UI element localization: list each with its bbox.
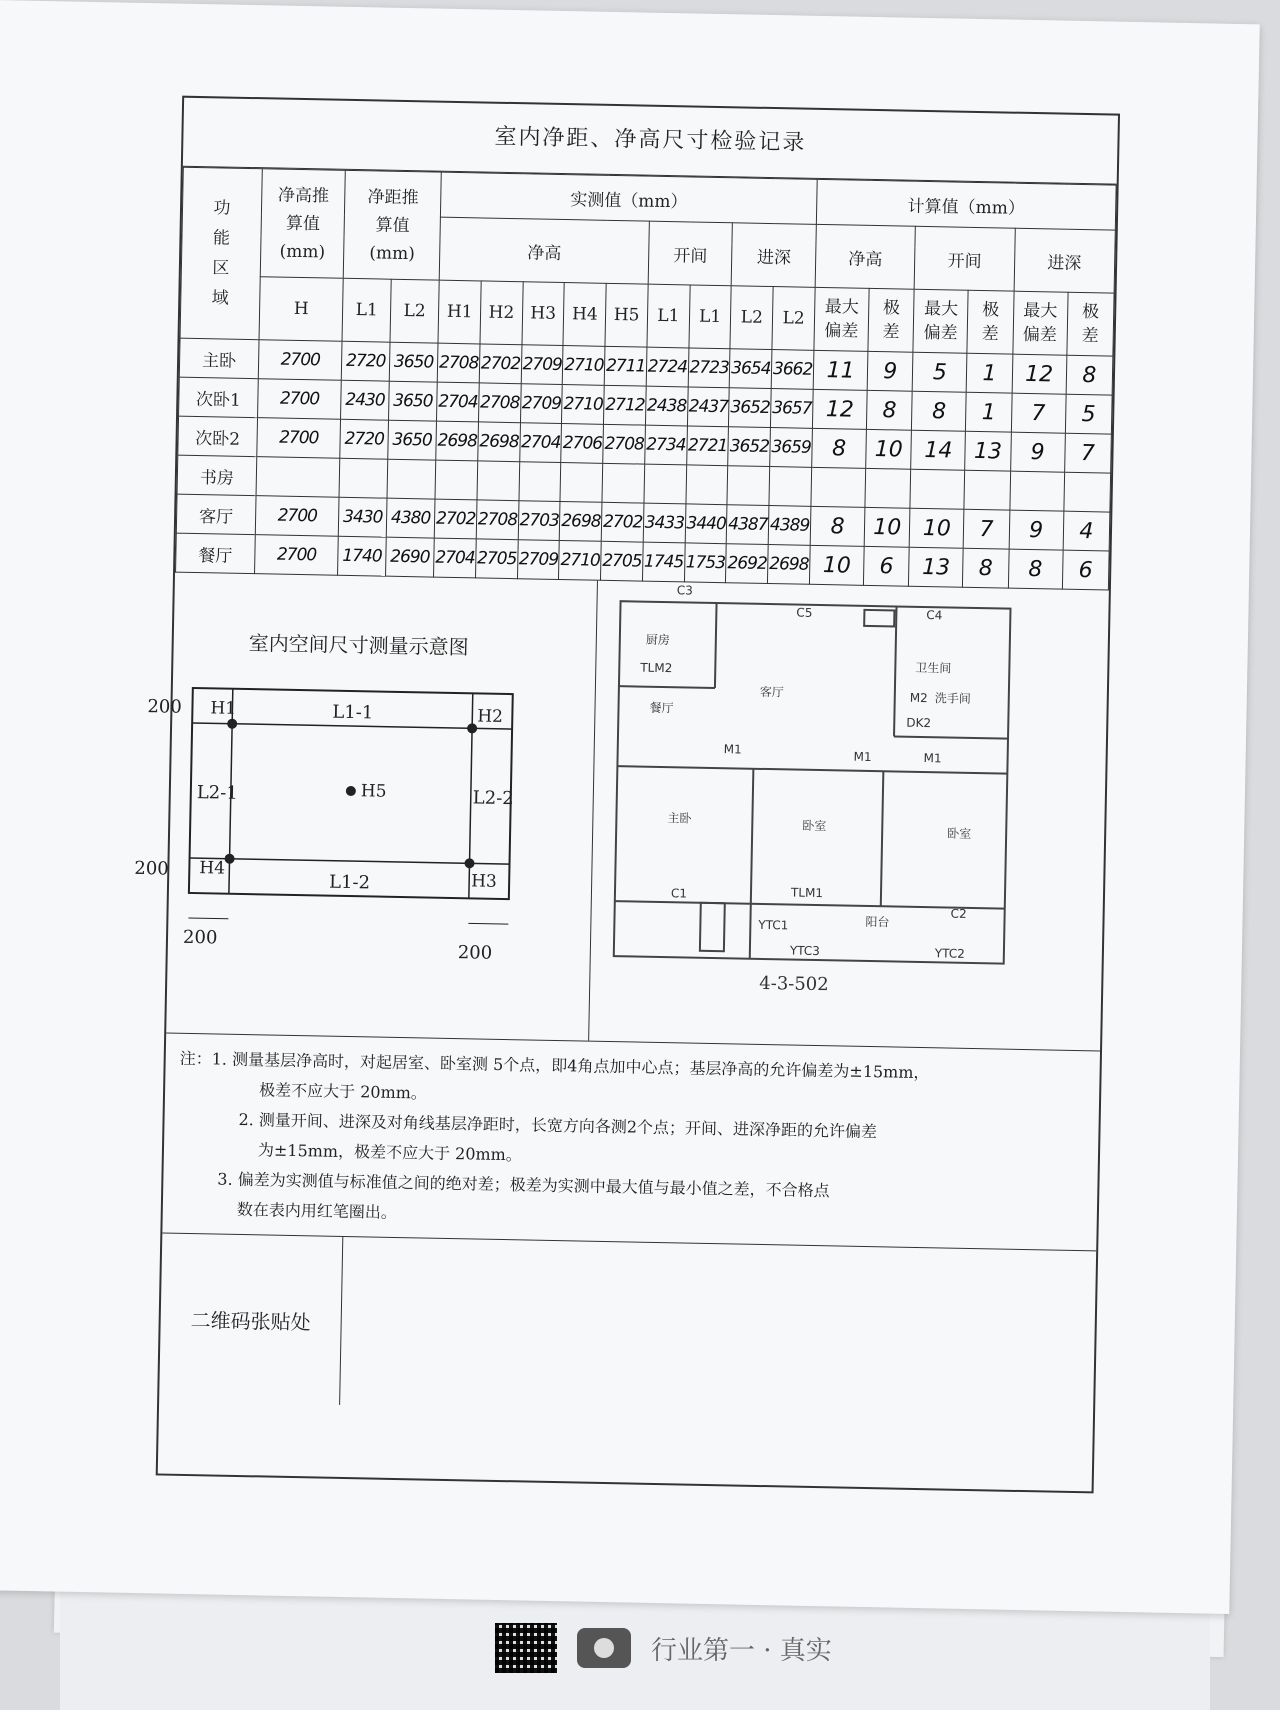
table-cell [339, 458, 387, 498]
table-cell: 9 [1009, 510, 1064, 550]
fp-c3: C3 [676, 583, 693, 598]
h4-label: H4 [199, 858, 226, 879]
table-cell: 2720 [340, 419, 388, 459]
table-cell: 3433 [643, 503, 685, 543]
table-cell [602, 463, 644, 503]
inspection-form [134, 96, 1120, 1494]
measurement-schematic [134, 573, 598, 1041]
fp-ytc3: YTC3 [789, 943, 821, 959]
table-cell: 2704 [519, 423, 561, 463]
table-cell: 10 [864, 507, 910, 547]
max-dev-header: 最大 偏差 [913, 289, 968, 353]
table-cell: 3652 [729, 388, 771, 428]
note-3a: 3. 偏差为实测值与标准值之间的绝对差；极差为实测中最大值与最小值之差，不合格点 [217, 1169, 830, 1201]
table-cell: 1740 [338, 536, 386, 576]
table-cell [1064, 472, 1111, 512]
fp-wash: 洗手间 [934, 691, 971, 706]
max-dev-header: 最大 偏差 [814, 287, 869, 351]
table-cell: 13 [965, 431, 1011, 471]
fp-tlm1: TLM1 [790, 885, 824, 901]
table-cell: 3440 [685, 504, 727, 544]
table-cell: 5 [1065, 394, 1112, 434]
watermark-text: 行业第一 · 真实 [651, 1635, 832, 1666]
table-cell: 8 [912, 391, 967, 431]
dist-calc-header: 净距推 算值 (mm) [344, 170, 442, 280]
note-1b: 极差不应大于 20mm。 [258, 1080, 428, 1103]
table-cell: 5 [912, 352, 967, 392]
table-cell: 11 [813, 350, 868, 390]
table-cell: 3662 [771, 350, 814, 390]
table-cell: 2706 [561, 424, 603, 464]
fp-m1a: M1 [723, 742, 742, 757]
fp-c1: C1 [670, 886, 688, 901]
table-cell: 1745 [642, 542, 684, 582]
note-1a: 注：1. 测量基层净高时，对起居室、卧室测 5个点，即4角点加中心点；基层净高的允许偏差为±15mm， [179, 1048, 930, 1083]
table-cell: 2721 [686, 426, 728, 466]
table-cell: 2700 [257, 379, 341, 420]
table-cell: 4380 [386, 498, 435, 538]
table-cell: 2700 [255, 496, 339, 537]
table-cell: 2709 [520, 384, 562, 424]
fp-c5: C5 [796, 605, 813, 620]
table-cell: 8 [812, 428, 867, 468]
bay-header: 开间 [648, 221, 733, 286]
table-cell [811, 467, 866, 507]
table-cell: 2705 [601, 541, 643, 581]
table-cell [1009, 471, 1064, 511]
l22-label: L2-2 [472, 787, 514, 810]
table-cell: 8 [1008, 549, 1063, 589]
table-cell: 12 [812, 389, 867, 429]
table-cell: 7 [964, 509, 1010, 549]
h1-label: H1 [210, 698, 237, 719]
h2-label: H2 [477, 706, 504, 727]
depth-header: 进深 [732, 223, 817, 288]
height-calc-header: 净高推 算值 (mm) [260, 169, 346, 279]
table-cell: 2702 [435, 499, 477, 539]
fp-bed1: 卧室 [802, 818, 827, 834]
table-cell: 8 [963, 548, 1009, 588]
col-code: H2 [480, 281, 523, 345]
table-cell [560, 463, 602, 503]
table-cell: 2690 [385, 537, 434, 577]
l12-label: L1-2 [328, 871, 371, 894]
fp-dk2: DK2 [906, 715, 932, 731]
table-cell: 2711 [604, 346, 646, 386]
note-2a: 2. 测量开间、进深及对角线基层净距时，长宽方向各测2个点；开间、进深净距的允许偏差 [238, 1109, 878, 1142]
table-cell: 2704 [437, 382, 479, 422]
table-cell [644, 464, 686, 504]
table-cell: 2698 [478, 422, 520, 462]
col-code: H [259, 277, 344, 342]
range-header: 极 差 [1067, 292, 1115, 356]
table-cell: 2720 [342, 341, 390, 381]
col-code: H4 [563, 283, 606, 347]
table-cell: 书房 [177, 455, 257, 496]
table-cell: 餐厅 [176, 533, 256, 574]
table-cell [256, 457, 340, 498]
table-cell: 次卧2 [178, 416, 258, 457]
table-cell: 2702 [601, 502, 643, 542]
table-cell: 9 [1010, 432, 1065, 472]
fp-kitchen: 厨房 [645, 632, 670, 648]
table-cell: 2702 [479, 344, 521, 384]
table-cell: 3659 [770, 428, 813, 468]
table-cell: 3650 [388, 381, 437, 421]
col-code: H5 [605, 283, 648, 347]
table-cell: 8 [867, 390, 913, 430]
table-cell: 2724 [646, 347, 688, 387]
table-cell [865, 468, 911, 508]
range-header: 极 差 [868, 288, 914, 352]
calc-bay-header: 开间 [914, 226, 1014, 291]
table-cell: 2708 [438, 343, 480, 383]
table-cell: 2708 [603, 424, 645, 464]
col-code: L1 [342, 278, 391, 342]
table-cell: 6 [864, 546, 910, 586]
calc-net-height-header: 净高 [815, 224, 915, 289]
table-cell: 2438 [645, 386, 687, 426]
table-cell: 2700 [254, 535, 338, 576]
col-code: L2 [772, 287, 815, 351]
dim-top: 200 [147, 696, 183, 718]
table-cell: 2710 [562, 385, 604, 425]
table-cell [435, 460, 477, 500]
table-cell: 6 [1062, 550, 1109, 590]
table-cell [686, 465, 728, 505]
col-code: L2 [730, 286, 773, 350]
fp-m1c: M1 [923, 751, 942, 766]
table-cell: 客厅 [176, 494, 256, 535]
table-cell: 8 [1066, 355, 1113, 395]
table-cell: 2709 [517, 540, 559, 580]
h5-label: H5 [360, 781, 387, 802]
table-cell: 1753 [684, 543, 726, 583]
area-header: 功 能 区 域 [180, 167, 262, 339]
table-cell: 10 [909, 508, 964, 548]
fp-master: 主卧 [667, 811, 692, 826]
table-cell: 1 [967, 353, 1013, 393]
max-dev-header: 最大 偏差 [1012, 291, 1067, 355]
table-cell: 2705 [476, 539, 518, 579]
note-2b: 为±15mm，极差不应大于 20mm。 [257, 1140, 523, 1165]
col-code: L1 [689, 285, 732, 349]
table-cell [387, 459, 436, 499]
table-cell: 3657 [771, 389, 814, 429]
table-cell: 3652 [728, 427, 770, 467]
table-cell: 4 [1063, 511, 1110, 551]
table-cell: 2710 [563, 346, 605, 386]
fp-ytc1: YTC1 [758, 917, 789, 933]
table-cell: 7 [1064, 433, 1111, 473]
table-cell [727, 466, 769, 506]
qr-code-icon [495, 1623, 557, 1673]
dim-bottom-right: 200 [457, 942, 493, 964]
table-cell: 2710 [559, 540, 601, 580]
calc-depth-header: 进深 [1014, 228, 1116, 293]
dim-bottom-left: 200 [182, 926, 218, 949]
table-cell: 8 [810, 506, 865, 546]
table-cell: 3430 [339, 497, 387, 537]
l21-label: L2-1 [196, 782, 238, 804]
table-cell [769, 467, 812, 507]
table-cell: 9 [867, 351, 913, 391]
table-cell [477, 461, 519, 501]
fp-balcony: 阳台 [865, 914, 890, 930]
table-cell: 3654 [730, 349, 772, 389]
table-cell: 14 [911, 430, 966, 470]
table-cell: 3650 [388, 420, 437, 460]
l11-label: L1-1 [332, 701, 374, 724]
table-cell: 2723 [688, 348, 730, 388]
measurement-table [175, 167, 1117, 591]
range-header: 极 差 [967, 290, 1013, 354]
bottom-watermark [495, 1620, 832, 1676]
table-cell: 次卧1 [179, 377, 259, 418]
table-cell: 10 [809, 545, 864, 585]
fp-m2: M2 [909, 690, 928, 706]
table-cell: 1 [966, 392, 1012, 432]
notes-section [162, 1034, 1100, 1252]
table-cell: 4387 [727, 505, 769, 545]
form-title: 室内净距、净高尺寸检验记录 [183, 98, 1118, 185]
table-cell: 2708 [479, 383, 521, 423]
table-cell: 2734 [645, 425, 687, 465]
table-cell: 13 [909, 547, 964, 587]
fp-bath: 卫生间 [915, 660, 952, 676]
table-cell [910, 469, 965, 509]
table-cell: 2700 [257, 418, 341, 459]
schematic-title: 室内空间尺寸测量示意图 [248, 631, 469, 660]
table-cell: 2698 [436, 421, 478, 461]
col-code: L2 [390, 279, 440, 343]
diagram-row [134, 573, 1109, 1052]
table-cell: 2704 [434, 538, 476, 578]
table-cell: 主卧 [179, 338, 259, 379]
table-cell: 2698 [560, 502, 602, 542]
table-cell: 10 [866, 429, 912, 469]
fp-bed2: 卧室 [947, 826, 972, 841]
table-cell: 4389 [768, 506, 811, 546]
table-cell: 2708 [476, 500, 518, 540]
fp-tlm2: TLM2 [640, 660, 673, 676]
table-cell: 2437 [687, 387, 729, 427]
fp-living: 客厅 [759, 684, 785, 700]
col-code: L1 [647, 284, 690, 348]
table-cell: 2703 [518, 501, 560, 541]
fp-c4: C4 [926, 608, 943, 623]
fp-m1b: M1 [853, 749, 872, 765]
table-cell [519, 462, 561, 502]
table-cell: 2698 [768, 545, 811, 585]
note-3b: 数在表内用红笔圈出。 [236, 1199, 397, 1222]
col-code: H3 [522, 282, 565, 346]
table-cell: 2700 [258, 340, 342, 381]
table-cell: 7 [1011, 393, 1066, 433]
fp-c2: C2 [950, 906, 967, 921]
h3-label: H3 [470, 871, 498, 892]
measured-header: 实测值（mm） [441, 172, 818, 224]
table-cell: 2709 [521, 345, 563, 385]
dim-mid: 200 [134, 857, 169, 880]
qr-area [340, 1237, 1096, 1419]
fp-dining: 餐厅 [649, 700, 674, 716]
qr-row [159, 1233, 1096, 1419]
qr-label: 二维码张贴处 [159, 1233, 343, 1404]
table-cell: 2712 [604, 385, 646, 425]
table-cell: 2692 [726, 544, 768, 584]
computed-header: 计算值（mm） [816, 179, 1116, 230]
table-cell: 12 [1012, 354, 1067, 394]
table-cell: 2430 [341, 380, 389, 420]
col-code: H1 [438, 280, 481, 344]
net-height-header: 净高 [439, 217, 649, 284]
floor-plan [588, 581, 1109, 1051]
table-cell: 3650 [389, 342, 438, 382]
fp-unit: 4-3-502 [759, 972, 829, 996]
fp-ytc2: YTC2 [934, 946, 965, 961]
camera-icon [577, 1628, 631, 1668]
table-cell [964, 470, 1010, 510]
